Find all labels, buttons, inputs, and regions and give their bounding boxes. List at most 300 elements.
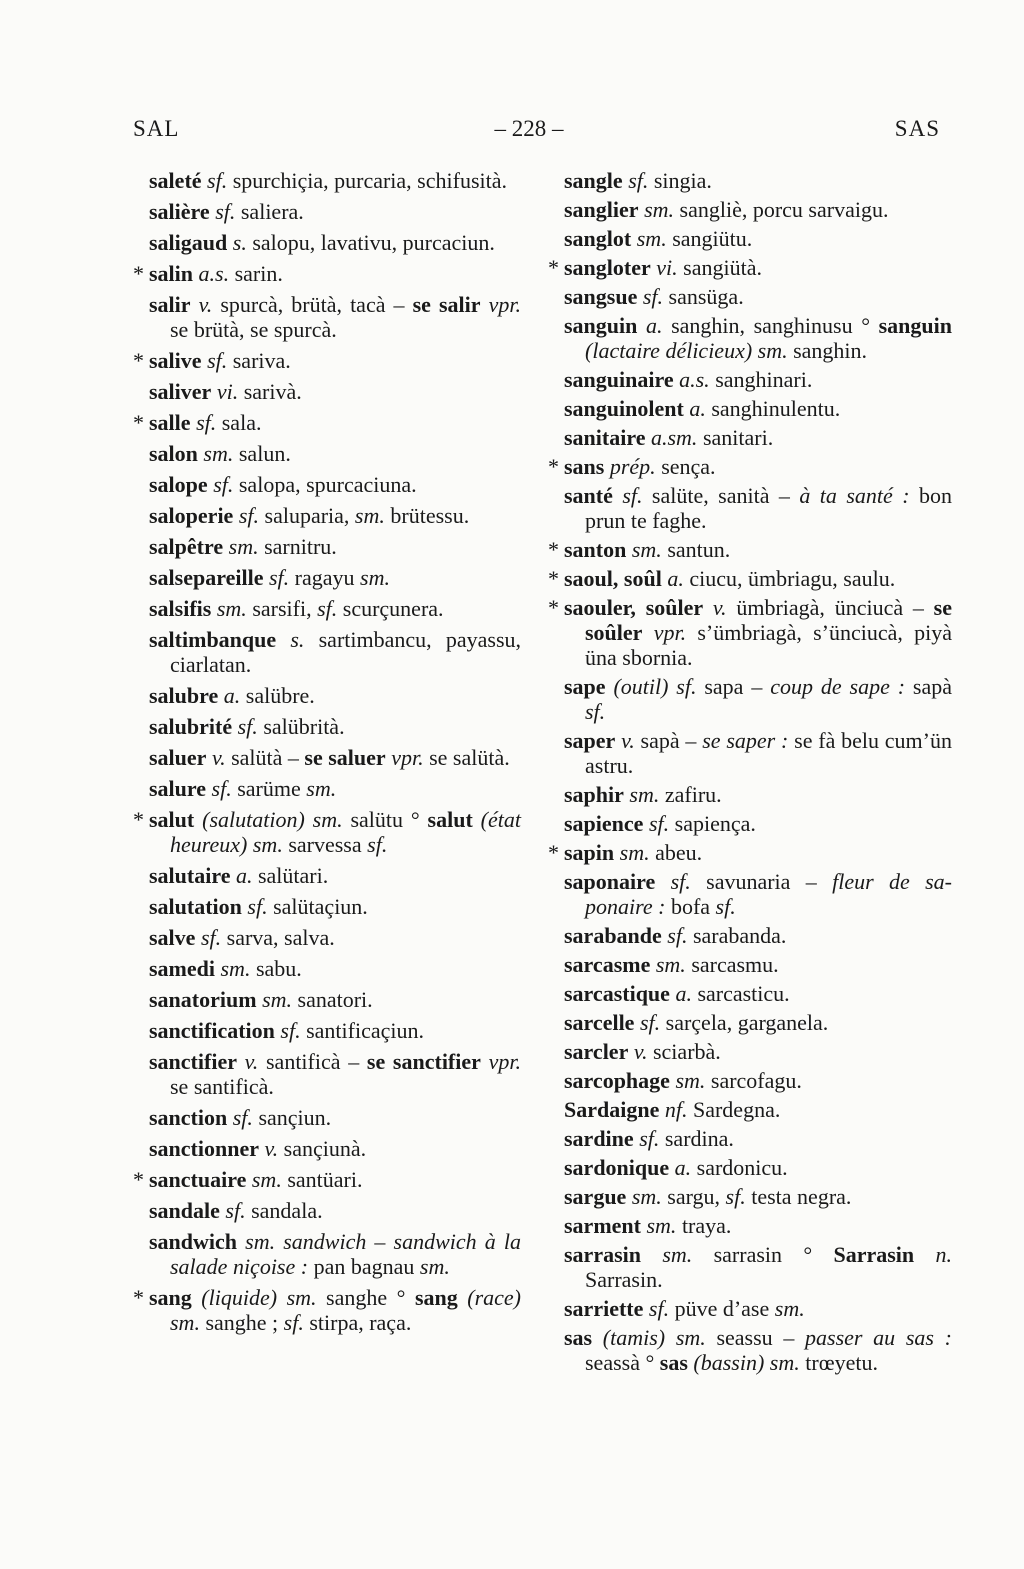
entry-translation-text: se salütà. [423,745,510,770]
dictionary-entry [133,1198,521,1223]
entry-bold-text: sarrasin [564,1242,641,1267]
homonym-asterisk: * [133,1167,144,1192]
entry-bold-text: sarcophage [564,1068,670,1093]
entry-translation-text: salütaçiun. [267,894,368,919]
entry-bold-text: salubre [149,683,219,708]
entry-translation-text: sangliè, porcu sarvaigu. [674,197,889,222]
entry-italic-label: coup de sape : [770,674,906,699]
entry-bold-text: sans [564,454,605,479]
entry-italic-label: s. [276,627,305,652]
entry-translation-text: sansüga. [663,284,744,309]
entry-bold-text: sanglot [564,226,632,251]
entry-italic-label: v. [236,1049,259,1074]
entry-italic-label: sf. [637,284,664,309]
entry-bold-text: se salir [412,292,481,317]
entry-italic-label: vpr. [642,620,687,645]
dictionary-entry [133,534,521,559]
entry-translation-text: sartimbancu, payassu, ciarlatan. [170,627,521,677]
entry-translation-text: sançiun. [252,1105,332,1130]
entry-translation-text: seassu – [705,1325,806,1350]
dictionary-entry [548,952,952,977]
entry-bold-text: sapin [564,840,615,865]
entry-translation-text: salübre. [240,683,315,708]
entry-italic-label: sf. [634,1010,661,1035]
entry-translation-text: savunaria – [690,869,833,894]
entry-translation-text: sanghinari. [709,367,813,392]
entry-translation-text: salütari. [252,863,329,888]
entry-italic-label: sf. [201,168,228,193]
left-column [133,168,521,1341]
entry-translation-text: bofa [665,894,716,919]
entry-italic-label: sf. [274,1018,301,1043]
entry-translation-text: salübrità. [257,714,345,739]
entry-italic-label: (état heureux) sm. [170,807,521,857]
dictionary-entry [548,483,952,533]
entry-bold-text: saleté [149,168,202,193]
entry-bold-text: saoul, soûl [564,566,662,591]
dictionary-entry [548,1325,952,1375]
entry-translation-text: sarsifi, [246,596,318,621]
homonym-asterisk: * [548,595,559,620]
entry-italic-label: sf. [233,503,260,528]
entry-translation-text: trœyetu. [799,1350,878,1375]
entry-translation-text: se brütà, se spurcà. [170,317,337,342]
entry-italic-label: sf. [725,1184,746,1209]
entry-bold-text: sanguin [564,313,638,338]
entry-italic-label: sm. [623,782,660,807]
header-guide-word-right: SAS [894,116,940,141]
entry-italic-label: v. [628,1039,648,1064]
dictionary-entry [548,869,952,919]
entry-bold-text: sarcastique [564,981,670,1006]
entry-translation-text: saluparia, [259,503,355,528]
entry-bold-text: sanguin [878,313,952,338]
entry-italic-label: a.s. [193,261,230,286]
dictionary-entry [548,425,952,450]
entry-italic-label: nf. [659,1097,688,1122]
entry-italic-label: sf. [643,1296,670,1321]
entry-translation-text: traya. [676,1213,732,1238]
entry-bold-text: saouler, soûler [564,595,704,620]
dictionary-entry [133,292,521,342]
entry-bold-text: saloperie [149,503,234,528]
entry-bold-text: salir [149,292,191,317]
entry-italic-label: sm. [223,534,259,559]
entry-translation-text: singia. [648,168,712,193]
dictionary-entry [133,863,521,888]
homonym-asterisk: * [133,807,144,832]
entry-bold-text: saltimbanque [149,627,277,652]
dictionary-entry [548,255,952,280]
entry-italic-label: se saper : [702,728,789,753]
dictionary-entry [548,284,952,309]
entry-italic-label: sm. [215,956,251,981]
dictionary-entry [133,1285,521,1335]
entry-translation-text: santificaçiun. [300,1018,424,1043]
entry-bold-text: samedi [149,956,215,981]
homonym-asterisk: * [548,255,559,280]
entry-italic-label: sm. [641,1242,693,1267]
entry-italic-label: sm. [669,1068,706,1093]
dictionary-entry [133,987,521,1012]
entry-translation-text: se fà belu cum’ün astru. [585,728,952,778]
dictionary-entry [548,168,952,193]
entry-bold-text: sanguinolent [564,396,684,421]
entry-italic-label: passer au sas : [805,1325,952,1350]
entry-italic-label: sm. sandwich – sandwich à la salade niçoise : [170,1229,521,1279]
entry-italic-label: sm. [197,441,234,466]
entry-bold-text: salope [149,472,208,497]
entry-italic-label: (bassin) sm. [687,1350,800,1375]
entry-translation-text: salopu, lavativu, purcaciun. [246,230,495,255]
entry-italic-label: à ta santé : [799,483,910,508]
entry-bold-text: salubrité [149,714,233,739]
entry-translation-text: Sarrasin. [585,1267,663,1292]
dictionary-entry [133,565,521,590]
dictionary-entry [133,168,521,193]
entry-italic-label: sf. [263,565,290,590]
homonym-asterisk: * [133,410,144,435]
entry-translation-text: seassà ° [585,1350,660,1375]
entry-italic-label: sf. [622,168,649,193]
entry-translation-text: sapà – [634,728,703,753]
dictionary-entry [133,714,521,739]
entry-italic-label: sm. [614,840,650,865]
dictionary-entry [548,367,952,392]
entry-italic-label: v. [206,745,226,770]
entry-italic-label: a. [669,1155,692,1180]
entry-italic-label: vi. [650,255,678,280]
entry-bold-text: sas [659,1350,688,1375]
page-number: – 228 – [494,116,564,141]
entry-italic-label: vpr. [385,745,424,770]
entry-bold-text: salut [427,807,473,832]
entry-bold-text: salin [149,261,194,286]
entry-italic-label: sm. [631,226,667,251]
entry-translation-text: sarnitru. [258,534,337,559]
dictionary-entry [133,745,521,770]
entry-italic-label: (lactaire délicieux) sm. [585,338,788,363]
entry-italic-label: fleur de saponaire : [585,869,952,919]
dictionary-entry [133,683,521,708]
homonym-asterisk: * [548,537,559,562]
entry-bold-text: salutaire [149,863,231,888]
dictionary-entry [548,1126,952,1151]
dictionary-entry [133,1018,521,1043]
entry-translation-text: sabu. [250,956,302,981]
entry-italic-label: sf. [206,776,232,801]
entry-translation-text: sanghe ° [316,1285,415,1310]
entry-bold-text: sarment [564,1213,641,1238]
entry-italic-label: sf. [190,410,217,435]
entry-bold-text: sanctionner [149,1136,259,1161]
entry-translation-text: spurcà, brütà, tacà – [212,292,413,317]
header-guide-word-left: SAL [133,116,180,141]
entry-italic-label: v. [190,292,213,317]
entry-italic-label: (liquide) sm. [191,1285,317,1310]
entry-bold-text: Sarrasin [833,1242,915,1267]
dictionary-entry [548,566,952,591]
entry-italic-label: sm. [360,565,390,590]
entry-translation-text: sapà [905,674,952,699]
entry-bold-text: sargue [564,1184,627,1209]
entry-translation-text: sanghin, sanghinusu ° [662,313,879,338]
dictionary-entry [548,1296,952,1321]
entry-italic-label: a.sm. [645,425,698,450]
entry-translation-text: sandala. [245,1198,323,1223]
entry-translation-text: salüte, sanità – [642,483,800,508]
entry-translation-text: sarcasticu. [691,981,790,1006]
dictionary-entry [548,674,952,724]
entry-translation-text: santificà – [258,1049,367,1074]
dictionary-entry [133,379,521,404]
entry-bold-text: saligaud [149,230,228,255]
entry-bold-text: saphir [564,782,624,807]
entry-italic-label: a. [637,313,663,338]
entry-translation-text: sançiunà. [278,1136,367,1161]
entry-bold-text: sarcelle [564,1010,635,1035]
entry-bold-text: salut [149,807,195,832]
entry-translation-text: salütà – [225,745,305,770]
entry-translation-text: sapa – [696,674,771,699]
entry-italic-label: sm. [306,776,337,801]
entry-translation-text: sarrasin ° [692,1242,834,1267]
entry-translation-text: sarva, salva. [221,925,335,950]
dictionary-entry [548,840,952,865]
homonym-asterisk: * [133,348,144,373]
dictionary-entry [548,197,952,222]
dictionary-entry [133,894,521,919]
dictionary-entry [133,627,521,677]
entry-bold-text: sanctuaire [149,1167,247,1192]
entry-italic-label: sf. [241,894,268,919]
dictionary-entry [548,1068,952,1093]
homonym-asterisk: * [548,454,559,479]
entry-italic-label: (race) sm. [170,1285,522,1335]
entry-italic-label: v. [615,728,635,753]
entry-translation-text: sangiütà. [677,255,762,280]
entry-bold-text: salive [149,348,202,373]
entry-italic-label: (tamis) sm. [592,1325,706,1350]
entry-bold-text: salsepareille [149,565,264,590]
entry-italic-label: sm. [211,596,247,621]
dictionary-entry [133,1167,521,1192]
entry-bold-text: saper [564,728,616,753]
entry-italic-label: v. [703,595,727,620]
entry-italic-label: sf. [633,1126,660,1151]
entry-italic-label: sf. [201,348,228,373]
homonym-asterisk: * [548,566,559,591]
entry-bold-text: sanatorium [149,987,257,1012]
dictionary-entry [548,811,952,836]
entry-italic-label: vpr. [480,292,521,317]
entry-italic-label: sm. [354,503,385,528]
entry-italic-label: sm. [626,1184,662,1209]
entry-translation-text: sanghinulentu. [705,396,841,421]
dictionary-entry [548,1184,952,1209]
entry-translation-text: sença. [655,454,716,479]
entry-italic-label: sm. [626,537,662,562]
entry-bold-text: sangloter [564,255,651,280]
entry-bold-text: sapience [564,811,644,836]
entry-bold-text: sanguinaire [564,367,674,392]
entry-bold-text: sangle [564,168,623,193]
entry-bold-text: saponaire [564,869,656,894]
dictionary-entry [133,472,521,497]
entry-translation-text: sardonicu. [691,1155,788,1180]
dictionary-entry [133,230,521,255]
entry-translation-text: brütessu. [384,503,470,528]
entry-translation-text: sanghin. [787,338,868,363]
entry-bold-text: saliver [149,379,212,404]
entry-translation-text: sarin. [229,261,283,286]
dictionary-entry [133,199,521,224]
entry-translation-text: sapiença. [669,811,756,836]
dictionary-entry [548,1097,952,1122]
entry-bold-text: sanglier [564,197,639,222]
entry-translation-text: santun. [661,537,731,562]
homonym-asterisk: * [133,261,144,286]
dictionary-entry [548,454,952,479]
dictionary-entry [133,1049,521,1099]
dictionary-entry [548,782,952,807]
entry-translation-text: sarivà. [238,379,302,404]
dictionary-entry [548,595,952,670]
dictionary-entry [133,956,521,981]
entry-bold-text: sanctifier [149,1049,237,1074]
entry-translation-text: stirpa, raça. [303,1310,412,1335]
entry-translation-text: sciarbà. [647,1039,721,1064]
entry-bold-text: sarcler [564,1039,629,1064]
entry-italic-label: a. [230,863,253,888]
entry-italic-label: sm. [638,197,675,222]
entry-translation-text: sarabanda. [687,923,787,948]
entry-bold-text: sarcasme [564,952,651,977]
entry-bold-text: salure [149,776,207,801]
entry-italic-label: sm. [650,952,686,977]
entry-italic-label: sf. [195,925,222,950]
dictionary-entry [548,226,952,251]
entry-italic-label: a. [669,981,692,1006]
entry-italic-label: sm. [256,987,293,1012]
entry-italic-label: sf. [643,811,670,836]
entry-translation-text: püve d’ase [669,1296,775,1321]
entry-italic-label: prép. [604,454,656,479]
dictionary-entry [133,925,521,950]
dictionary-entry [548,923,952,948]
entry-translation-text: ümbriagà, ünciucà – [726,595,934,620]
entry-translation-text: spurchiçia, purcaria, schifusità. [227,168,507,193]
dictionary-entry [133,1136,521,1161]
entry-bold-text: salière [149,199,210,224]
entry-translation-text: sarcofagu. [705,1068,802,1093]
dictionary-entry [133,1105,521,1130]
entry-italic-label: sf. [227,1105,253,1130]
entry-bold-text: sandale [149,1198,220,1223]
entry-translation-text: santüari. [281,1167,363,1192]
entry-translation-text: sangiütu. [666,226,753,251]
entry-translation-text: sarçela, garganela. [660,1010,829,1035]
entry-translation-text: sanatori. [292,987,373,1012]
dictionary-entry [133,596,521,621]
dictionary-entry [133,1229,521,1279]
entry-bold-text: salsifis [149,596,212,621]
dictionary-entry [548,537,952,562]
entry-bold-text: Sardaigne [564,1097,660,1122]
entry-translation-text: pan bagnau [308,1254,420,1279]
entry-bold-text: sardine [564,1126,634,1151]
dictionary-entry [133,807,521,857]
entry-italic-label: sf. [283,1310,304,1335]
entry-translation-text: sala. [216,410,262,435]
entry-translation-text: ragayu [289,565,361,590]
entry-italic-label: vi. [211,379,239,404]
entry-bold-text: salpêtre [149,534,224,559]
dictionary-entry [133,348,521,373]
entry-bold-text: sanctification [149,1018,275,1043]
entry-translation-text: salun. [233,441,291,466]
entry-bold-text: sarabande [564,923,662,948]
entry-translation-text: sargu, [661,1184,726,1209]
entry-bold-text: santon [564,537,627,562]
entry-translation-text: sardina. [659,1126,734,1151]
dictionary-entry [548,1242,952,1292]
entry-italic-label: n. [914,1242,952,1267]
entry-italic-label: sm. [246,1167,282,1192]
dictionary-entry [548,981,952,1006]
entry-italic-label: s. [227,230,247,255]
right-column [548,168,952,1379]
entry-bold-text: sangsue [564,284,638,309]
entry-italic-label: a. [683,396,706,421]
entry-translation-text: se santificà. [170,1074,274,1099]
entry-italic-label: sf. [219,1198,246,1223]
entry-translation-text: sariva. [227,348,291,373]
entry-bold-text: sardonique [564,1155,670,1180]
entry-translation-text: salütu ° [342,807,428,832]
entry-bold-text: se soûler [585,595,952,645]
entry-bold-text: sape [564,674,606,699]
entry-bold-text: sanction [149,1105,228,1130]
entry-italic-label: v. [259,1136,279,1161]
dictionary-entry [548,1213,952,1238]
entry-bold-text: salle [149,410,191,435]
entry-bold-text: salutation [149,894,242,919]
dictionary-entry [133,410,521,435]
page-header [0,116,1024,142]
entry-italic-label: sf. [655,869,691,894]
dictionary-entry [133,441,521,466]
entry-translation-text: sarvessa [282,832,368,857]
dictionary-entry [133,776,521,801]
entry-translation-text: sarcasmu. [685,952,779,977]
entry-italic-label: sf. [612,483,643,508]
entry-bold-text: saluer [149,745,207,770]
entry-italic-label: sf. [367,832,388,857]
entry-italic-label: sf. [209,199,236,224]
homonym-asterisk: * [548,840,559,865]
entry-bold-text: sandwich [149,1229,238,1254]
entry-translation-text: bon prun te faghe. [585,483,952,533]
entry-italic-label: (salutation) sm. [194,807,343,832]
entry-translation-text: salopa, spurcaciuna. [233,472,417,497]
dictionary-entry [548,313,952,363]
entry-bold-text: sang [414,1285,458,1310]
entry-bold-text: sas [564,1325,593,1350]
entry-italic-label: a. [218,683,241,708]
entry-italic-label: sf. [317,596,338,621]
entry-italic-label: vpr. [480,1049,521,1074]
